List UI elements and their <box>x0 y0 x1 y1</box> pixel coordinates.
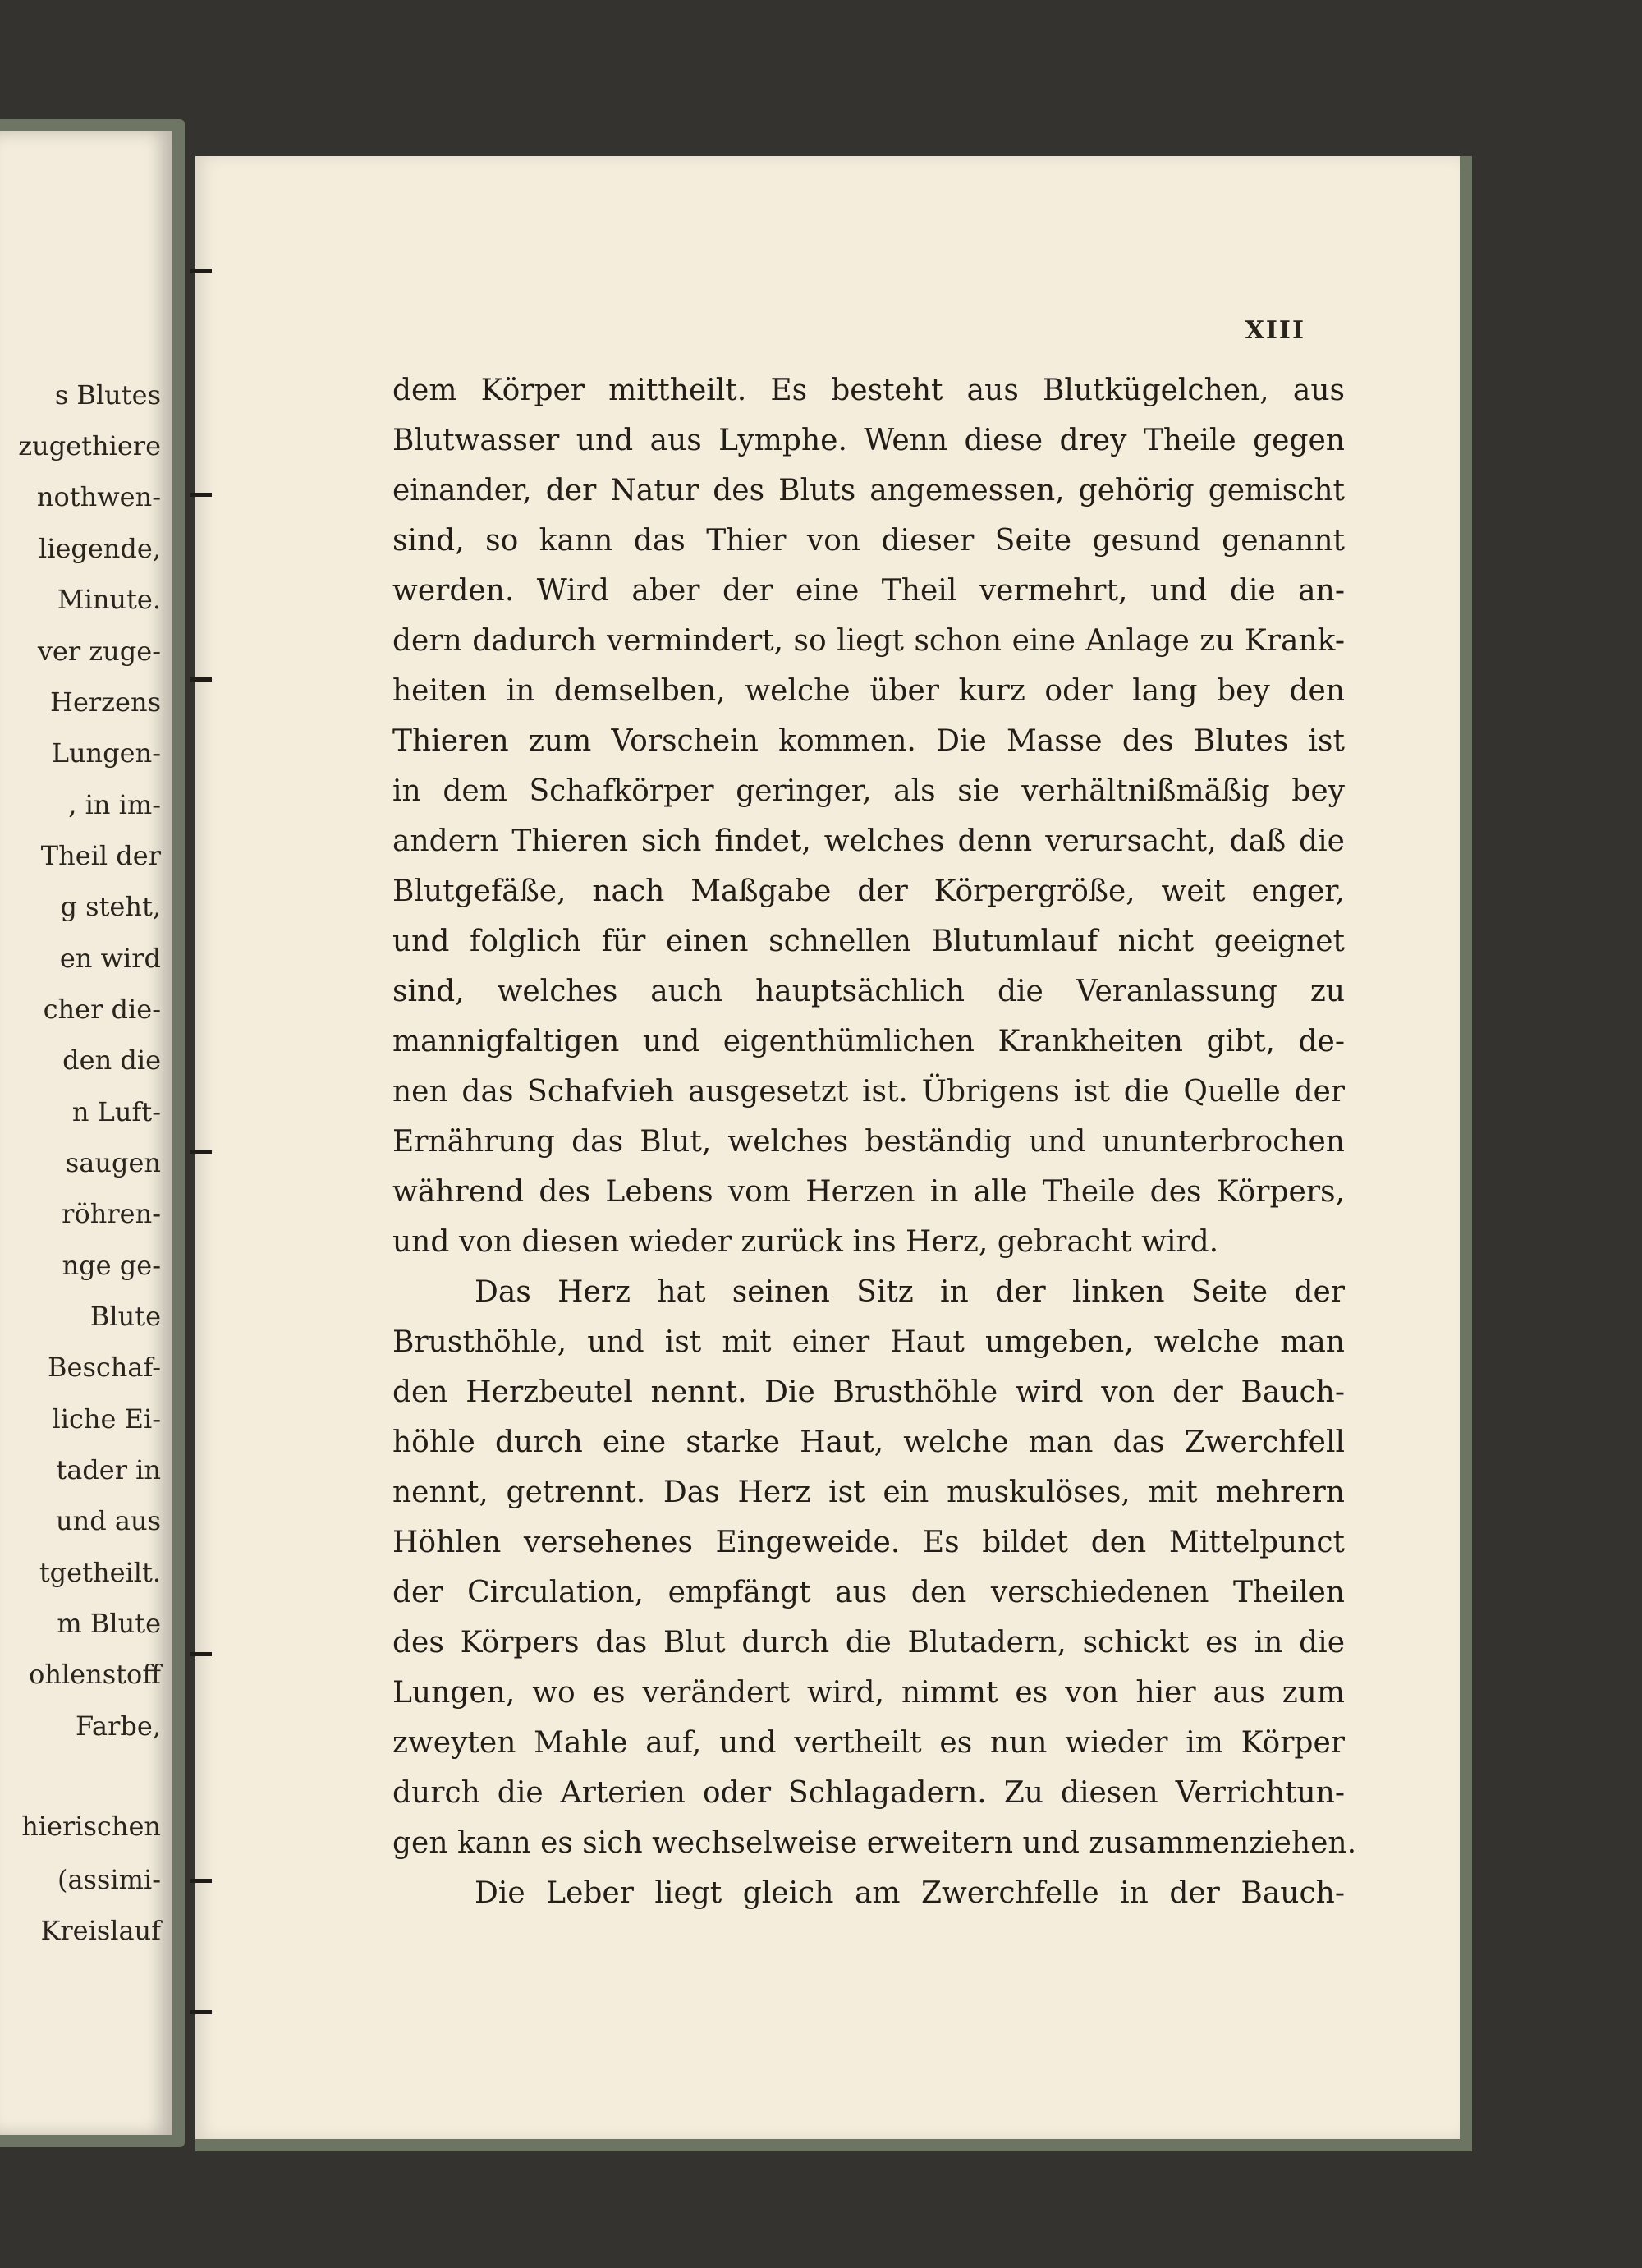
right-page <box>195 156 1460 2139</box>
text-line: sind, so kann das Thier von dieser Seite gesund genannt <box>392 524 1345 558</box>
left-page-line: liche Ei- <box>52 1403 161 1435</box>
text-line: werden. Wird aber der eine Theil vermehrt, und die an- <box>392 574 1345 608</box>
text-line: dem Körper mittheilt. Es besteht aus Blutkügelchen, aus <box>392 374 1345 407</box>
left-page-line: tgetheilt. <box>39 1557 161 1588</box>
left-page-line: Beschaf- <box>48 1352 161 1383</box>
left-page-line: und aus <box>56 1505 161 1536</box>
margin-tick-mark <box>190 1150 212 1154</box>
text-line: während des Lebens vom Herzen in alle Theile des Körpers, <box>392 1175 1345 1209</box>
left-page-line: ver zuge- <box>37 636 161 667</box>
text-line: Brusthöhle, und ist mit einer Haut umgeben, welche man <box>392 1325 1345 1359</box>
body-text <box>392 365 1357 1918</box>
text-line: in dem Schafkörper geringer, als sie verhältnißmäßig bey <box>392 774 1345 808</box>
left-page-line: Minute. <box>57 584 161 615</box>
text-line: durch die Arterien oder Schlagadern. Zu diesen Verrichtun- <box>392 1776 1345 1810</box>
left-page-line: den die <box>62 1044 161 1076</box>
text-line: nennt, getrennt. Das Herz ist ein muskulöses, mit mehrern <box>392 1476 1345 1509</box>
left-page-line: zugethiere <box>18 430 161 461</box>
text-line: den Herzbeutel nennt. Die Brusthöhle wird von der Bauch- <box>392 1375 1345 1409</box>
left-page-line: nge ge- <box>62 1250 161 1281</box>
text-line: nen das Schafvieh ausgesetzt ist. Übrigens ist die Quelle der <box>392 1075 1345 1109</box>
text-line: Lungen, wo es verändert wird, nimmt es von hier aus zum <box>392 1676 1345 1710</box>
margin-tick-mark <box>190 1879 212 1883</box>
text-line: und folglich für einen schnellen Blutumlauf nicht geeignet <box>392 925 1345 958</box>
text-line: einander, der Natur des Bluts angemessen, gehörig gemischt <box>392 474 1345 507</box>
text-line: Die Leber liegt gleich am Zwerchfelle in der Bauch- <box>475 1876 1345 1910</box>
left-page-line: Theil der <box>40 840 161 871</box>
left-page-line: Herzens <box>50 686 161 718</box>
text-line: Das Herz hat seinen Sitz in der linken Seite der <box>475 1275 1345 1309</box>
text-line: Höhlen versehenes Eingeweide. Es bildet den Mittelpunct <box>392 1526 1345 1559</box>
text-line: Ernährung das Blut, welches beständig und ununterbrochen <box>392 1125 1345 1159</box>
margin-tick-mark <box>190 269 212 273</box>
left-page-line: Blute <box>89 1301 161 1332</box>
margin-tick-mark <box>190 493 212 497</box>
text-line: Blutwasser und aus Lymphe. Wenn diese drey Theile gegen <box>392 424 1345 457</box>
margin-tick-mark <box>190 1652 212 1656</box>
left-page-line: saugen <box>65 1147 161 1178</box>
text-line: zweyten Mahle auf, und vertheilt es nun wieder im Körper <box>392 1726 1345 1760</box>
left-page-line: n Luft- <box>71 1096 161 1127</box>
margin-tick-mark <box>190 2010 212 2014</box>
page-number: XIII <box>1245 316 1305 345</box>
left-page-line: cher die- <box>43 994 161 1025</box>
text-line: Blutgefäße, nach Maßgabe der Körpergröße, weit enger, <box>392 875 1345 908</box>
text-line: mannigfaltigen und eigenthümlichen Krankheiten gibt, de- <box>392 1025 1345 1058</box>
text-line: dern dadurch vermindert, so liegt schon eine Anlage zu Krank- <box>392 624 1345 658</box>
left-page-line: , in im- <box>68 789 161 820</box>
text-line: andern Thieren sich findet, welches denn verursacht, daß die <box>392 824 1345 858</box>
left-page-line: tader in <box>56 1454 161 1485</box>
left-page-line: m Blute <box>57 1608 161 1639</box>
left-page-line: Lungen- <box>51 737 161 769</box>
text-line: Thieren zum Vorschein kommen. Die Masse des Blutes ist <box>392 724 1345 758</box>
text-line: heiten in demselben, welche über kurz oder lang bey den <box>392 674 1345 708</box>
left-page-line: Kreislauf <box>40 1915 161 1946</box>
text-line: des Körpers das Blut durch die Blutadern, schickt es in die <box>392 1626 1345 1660</box>
left-page-line: s Blutes <box>54 379 161 411</box>
left-page-line: nothwen- <box>36 481 161 512</box>
text-line: der Circulation, empfängt aus den verschiedenen Theilen <box>392 1576 1345 1609</box>
text-line: höhle durch eine starke Haut, welche man das Zwerchfell <box>392 1426 1345 1459</box>
left-page-line: en wird <box>59 943 161 974</box>
left-page-line: liegende, <box>38 533 161 564</box>
left-page-line: röhren- <box>62 1198 161 1229</box>
left-page-line: Farbe, <box>76 1710 161 1742</box>
text-line: sind, welches auch hauptsächlich die Veranlassung zu <box>392 975 1345 1008</box>
margin-tick-mark <box>190 677 212 682</box>
left-page-line: (assimi- <box>57 1864 161 1895</box>
left-page-line: ohlenstoff <box>29 1659 161 1690</box>
left-page <box>0 131 172 2135</box>
left-page-line: g steht, <box>60 891 161 922</box>
left-page-line: hierischen <box>21 1811 161 1842</box>
text-line: gen kann es sich wechselweise erweitern und zusammenziehen. <box>392 1826 1357 1860</box>
text-line: und von diesen wieder zurück ins Herz, gebracht wird. <box>392 1225 1219 1259</box>
